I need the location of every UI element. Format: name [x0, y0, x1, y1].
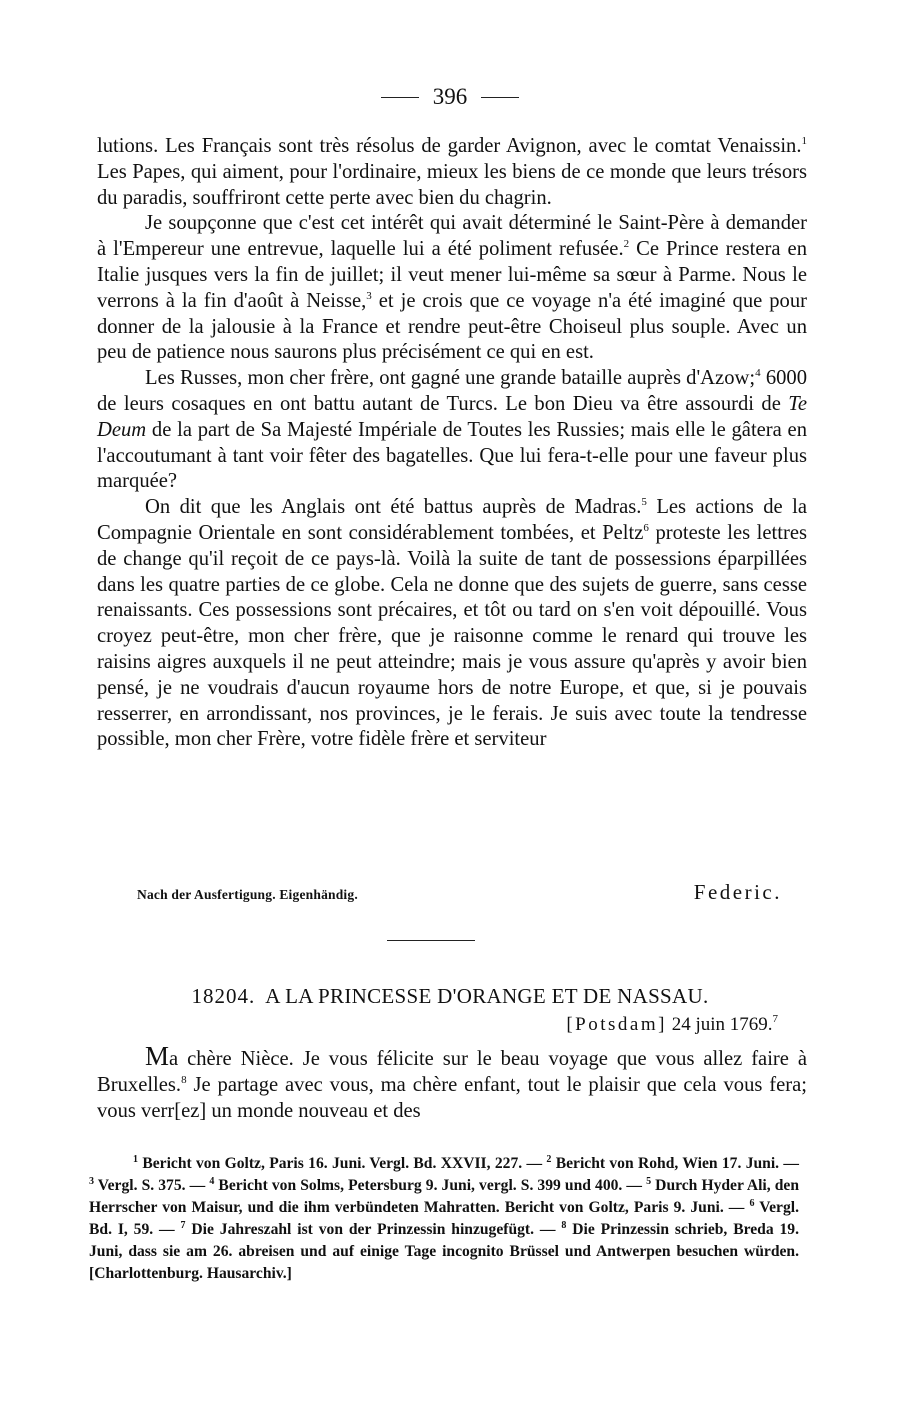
paragraph [97, 1041, 807, 1124]
footnote-ref: 5 [641, 496, 647, 509]
footnote-ref: 8 [181, 1073, 187, 1086]
text-run: proteste les lettres de change qu'il reçoit de ce pays-là. Voilà la suite de tant de possessions éparpillées dans les quatre parties de ce globe. Cela ne donne que des sujets de guerre, sans cesse renaissants. Ces possessions sont précaires, et tôt ou tard on s'en voit dépouillé. Vous croyez peut-être, mon cher frère, que je raisonne comme le renard qui trouve les raisins aigres auxquels il ne peut atteindre; mais je vous assure qu'après y avoir bien pensé, je ne voudrais d'aucun royaume hors de notre Europe, et que, si je pouvais resserrer, en arrondissant, nos provinces, je le ferais. Je suis avec toute la tendresse possible, mon cher Frère, votre fidèle frère et serviteur [97, 521, 807, 751]
footnote-ref: 3 [89, 1176, 94, 1187]
header-dash-right [481, 97, 519, 98]
paragraph [97, 495, 807, 753]
header-dash-left [381, 97, 419, 98]
text-run: Die Jahreszahl ist von der Prinzessin hinzugefügt. — [185, 1221, 562, 1238]
italic-text: Te Deum [97, 392, 807, 441]
next-letter-body [97, 1041, 807, 1124]
paragraph [97, 134, 807, 211]
footnotes [89, 1153, 799, 1285]
footnote-ref: 4 [755, 367, 761, 380]
footnote-ref: 5 [646, 1176, 652, 1187]
text-run: 6000 de leurs cosaques en ont battu autant de Turcs. Le bon Dieu va être assourdi de [97, 367, 808, 415]
text-run: Die Prinzessin schrieb, Breda 19. Juni, dass sie am 26. abreisen und auf einige Tage incognito Brüssel und Antwerpen besuchen würden. [Charlottenburg. Hausarchiv.] [89, 1221, 799, 1282]
footnote-paragraph [89, 1153, 799, 1285]
footnote-ref: 3 [366, 289, 372, 302]
footnote-ref: 2 [623, 238, 630, 251]
source-note: Nach der Ausfertigung. Eigenhändig. [137, 887, 358, 902]
page-number: 396 [432, 84, 468, 109]
dateline-place: [Potsdam] [566, 1014, 667, 1035]
letter-dateline [566, 1014, 778, 1036]
page-header [0, 84, 900, 110]
dateline-footnote-ref: 7 [772, 1013, 778, 1025]
text-run: Vergl. S. 375. — [94, 1177, 210, 1194]
text-run: Ce Prince restera en Italie jusques vers la fin de juillet; il veut mener lui-même sa sœur à Parme. Nous le verrons à la fin d'août à Neisse, [97, 238, 807, 312]
paragraph [97, 211, 807, 366]
initial-letter: M [145, 1041, 170, 1071]
footnote-ref: 4 [209, 1176, 215, 1187]
letter-number: 18204. [191, 984, 256, 1008]
section-divider [387, 940, 475, 941]
text-run: et je crois que ce voyage n'a été imaginé que pour donner de la jalousie à la France et rendre peut-être Choiseul plus souple. Avec un peu de patience nous saurons plus précisément ce qui en est. [97, 289, 808, 364]
text-run: Bericht von Solms, Petersburg 9. Juni, vergl. S. 399 und 400. — [214, 1177, 647, 1194]
text-run: On dit que les Anglais ont été battus auprès de Madras. [145, 496, 642, 519]
text-run: de la part de Sa Majesté Impériale de Toutes les Russies; mais elle le gâtera en l'accoutumant à tant voir fêter des bagatelles. Que lui fera-t-elle pour une faveur plus marquée? [97, 418, 807, 493]
footnote-ref: 6 [643, 521, 649, 534]
letter-heading [0, 984, 900, 1009]
footnote-ref: 1 [133, 1154, 138, 1165]
text-run: lutions. Les Français sont très résolus de garder Avignon, avec le comtat Venaissin. [97, 135, 802, 157]
footnote-ref: 1 [801, 135, 807, 147]
footnote-ref: 2 [546, 1154, 552, 1165]
text-run: Les Russes, mon cher frère, ont gagné une grande bataille auprès d'Azow; [145, 367, 756, 390]
paragraph [97, 366, 807, 495]
signature: Federic. [693, 880, 782, 904]
text-run: Bericht von Rohd, Wien 17. Juni. — [551, 1155, 799, 1172]
text-run: Les actions de la Compagnie Orientale en sont considérablement tombées, et Peltz [97, 496, 807, 544]
letter-body [97, 134, 807, 753]
text-run: Je partage avec vous, ma chère enfant, tout le plaisir que cela vous fera; vous verr[ez] un monde nouveau et des [97, 1073, 807, 1122]
closing-row [137, 880, 782, 905]
footnote-ref: 7 [180, 1220, 186, 1231]
text-run: Bericht von Goltz, Paris 16. Juni. Vergl. Bd. XXVII, 227. — [138, 1155, 547, 1172]
text-run: Les Papes, qui aiment, pour l'ordinaire, mieux les biens de ce monde que leurs trésors du paradis, souffriront cette perte avec bien du chagrin. [97, 160, 807, 209]
text-run: a chère Nièce. Je vous félicite sur le beau voyage que vous allez faire à Bruxelles. [97, 1048, 807, 1096]
text-run: Vergl. Bd. I, 59. — [89, 1199, 799, 1238]
footnote-ref: 6 [749, 1198, 755, 1209]
letter-title: A LA PRINCESSE D'ORANGE ET DE NASSAU. [265, 984, 709, 1008]
footnote-ref: 8 [561, 1220, 567, 1231]
text-run: Durch Hyder Ali, den Herrscher von Maisur, und die ihm verbündeten Mahratten. Bericht von Goltz, Paris 9. Juni. — [89, 1177, 800, 1216]
text-run: Je soupçonne que c'est cet intérêt qui avait déterminé le Saint-Père à demander à l'Empereur une entrevue, laquelle lui a été poliment refusée. [97, 212, 807, 261]
dateline-date: 24 juin 1769. [671, 1014, 773, 1035]
